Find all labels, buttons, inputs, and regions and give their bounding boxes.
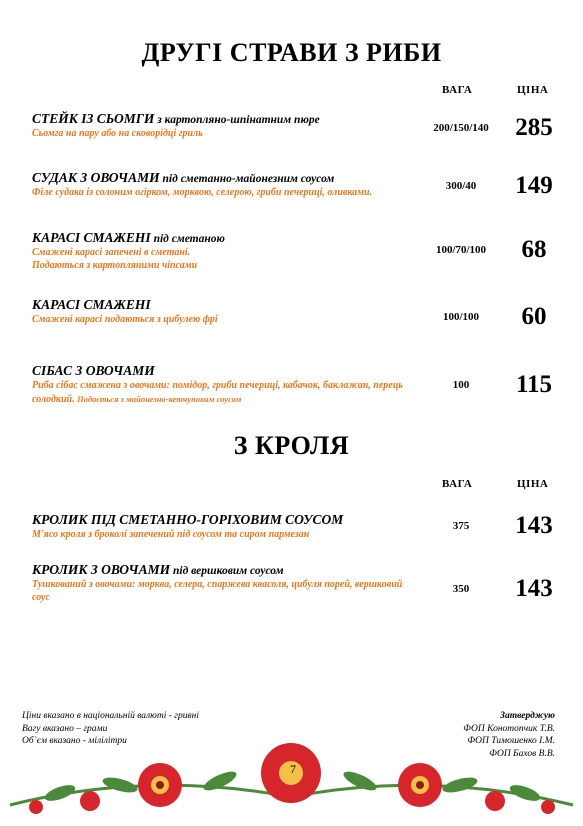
section-title-rabbit: З КРОЛЯ bbox=[233, 431, 350, 460]
column-price-header: ЦІНА bbox=[517, 84, 549, 96]
item-description: Філе судака із солоним огірком, морквою, селерою, гриби печериці, оливками. bbox=[32, 187, 373, 198]
item-name: СТЕЙК ІЗ СЬОМГИ з картопляно-шпінатним пюре bbox=[32, 111, 320, 126]
column-weight-header: ВАГА bbox=[442, 478, 473, 490]
section-title-fish: ДРУГІ СТРАВИ З РИБИ bbox=[141, 38, 442, 67]
signatory: ФОП Бахов В.В. bbox=[489, 748, 555, 759]
column-price-header: ЦІНА bbox=[517, 478, 549, 490]
item-weight: 100/100 bbox=[442, 311, 480, 323]
item-name: СУДАК З ОВОЧАМИ під сметанно-майонезним соусом bbox=[32, 170, 335, 185]
item-price: 143 bbox=[515, 575, 553, 602]
item-description: Сьомга на пару або на сковорідці гриль bbox=[32, 128, 203, 139]
approve-label: Затверджую bbox=[500, 711, 555, 721]
item-description: Смажені карасі подаються з цибулею фрі bbox=[32, 314, 218, 325]
signatory: ФОП Тимошенко І.М. bbox=[467, 736, 555, 746]
item-description: М'ясо кроля з броколі запечений під соусом та сиром пармезан bbox=[32, 529, 310, 540]
item-price: 149 bbox=[515, 172, 553, 199]
item-price: 60 bbox=[521, 303, 547, 330]
item-name: СІБАС З ОВОЧАМИ bbox=[32, 363, 155, 378]
page-number: 7 bbox=[290, 762, 296, 776]
item-weight: 100 bbox=[452, 379, 470, 391]
signatory: ФОП Конотопчик Т.В. bbox=[463, 723, 555, 734]
item-weight: 375 bbox=[452, 520, 470, 532]
item-name: КРОЛИК З ОВОЧАМИ під вершковим соусом bbox=[32, 562, 284, 577]
item-name: КАРАСІ СМАЖЕНІ bbox=[32, 297, 151, 312]
floral-ornament bbox=[0, 735, 583, 826]
item-name: КАРАСІ СМАЖЕНІ під сметаною bbox=[32, 230, 225, 245]
item-weight: 350 bbox=[452, 583, 470, 595]
item-weight: 300/40 bbox=[445, 180, 477, 192]
item-price: 143 bbox=[515, 512, 553, 539]
item-price: 68 bbox=[521, 236, 547, 263]
item-name: КРОЛИК ПІД СМЕТАННО-ГОРІХОВИМ СОУСОМ bbox=[32, 512, 344, 527]
item-description: Риба сібас смажена з овочами: помідор, гриби печериці, кабачок, баклажан, перець солодкий. Подається з майонезно-кетчуповим соусом bbox=[32, 380, 403, 405]
column-weight-header: ВАГА bbox=[442, 84, 473, 96]
item-description: Смажені карасі запечені в сметані. Подаються з картопляними чіпсами bbox=[32, 247, 198, 271]
item-description: Тушкований з овочами: морква, селера, спаржева квасоля, цибуля порей, вершковий соус bbox=[32, 579, 403, 603]
item-weight: 100/70/100 bbox=[435, 244, 487, 256]
item-price: 285 bbox=[515, 114, 553, 141]
item-weight: 200/150/140 bbox=[433, 122, 489, 134]
footer-note: Вагу вказано – грами bbox=[22, 723, 108, 734]
footer-note: Ціни вказано в національній валюті - гривні bbox=[22, 711, 199, 721]
item-price: 115 bbox=[515, 371, 553, 398]
footer-note: Об`єм вказано - мілілітри bbox=[22, 736, 127, 746]
